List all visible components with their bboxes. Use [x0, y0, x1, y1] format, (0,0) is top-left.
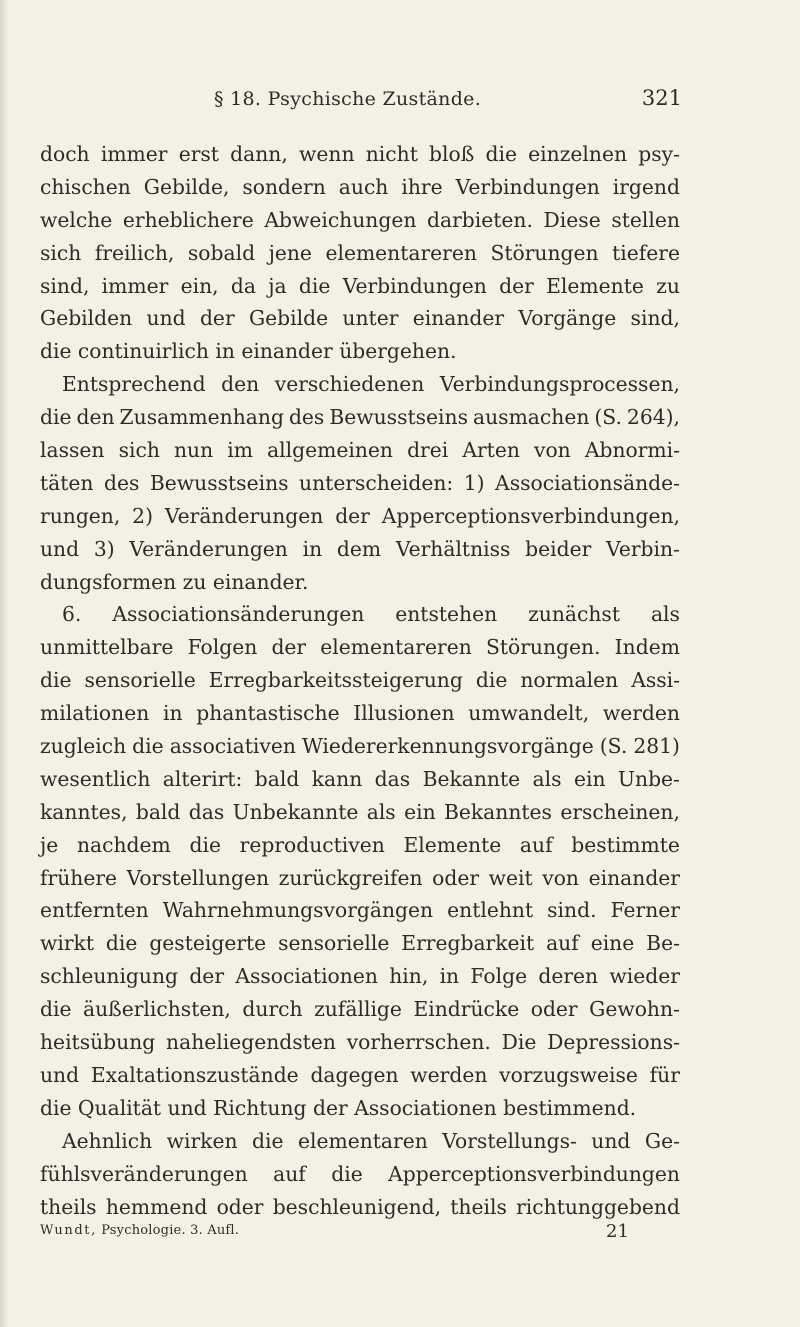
text-line: Entsprechend den verschiedenen Verbindungsprocessen, [62, 372, 680, 397]
text-line: rungen, 2) Veränderungen der Apperceptionsverbindungen, [40, 503, 680, 528]
scan-edge-shadow [0, 0, 8, 1327]
text-line: die äußerlichsten, durch zufällige Eindrücke oder Gewohn- [40, 997, 680, 1022]
text-line: Gebilden und der Gebilde unter einander Vorgänge sind, [40, 306, 680, 331]
text-line: die den Zusammenhang des Bewusstseins ausmachen (S. 264), [40, 405, 680, 430]
text-line: theils hemmend oder beschleunigend, theils richtunggebend [40, 1194, 680, 1219]
page-header [40, 88, 680, 118]
text-line: unmittelbare Folgen der elementareren Störungen. Indem [40, 635, 680, 660]
text-line: die sensorielle Erregbarkeitssteigerung die normalen Assi- [40, 668, 680, 693]
page-number: 321 [641, 86, 682, 110]
text-line: und 3) Veränderungen in dem Verhältniss beider Verbin- [40, 536, 680, 561]
text-line: und Exaltationszustände dagegen werden vorzugsweise für [40, 1062, 680, 1087]
text-line: die continuirlich in einander übergehen. [40, 339, 457, 364]
text-line: zugleich die associativen Wiedererkennungsvorgänge (S. 281) [40, 734, 680, 759]
text-line: sind, immer ein, da ja die Verbindungen der Elemente zu [40, 273, 680, 298]
text-line: sich freilich, sobald jene elementareren Störungen tiefere [40, 240, 680, 265]
text-line: Aehnlich wirken die elementaren Vorstellungs- und Ge- [62, 1128, 680, 1153]
page-footer [40, 1223, 680, 1249]
text-line: 6. Associationsänderungen entstehen zunächst als [62, 602, 680, 627]
running-title: § 18. Psychische Zustände. [214, 88, 482, 110]
text-line: entfernten Wahrnehmungsvorgängen entlehnt sind. Ferner [40, 898, 680, 923]
text-line: fühlsveränderungen auf die Apperceptionsverbindungen [40, 1161, 680, 1186]
text-line: heitsübung naheliegendsten vorherrschen. Die Depressions- [40, 1030, 680, 1055]
text-line: chischen Gebilde, sondern auch ihre Verbindungen irgend [40, 174, 680, 199]
text-line: welche erheblichere Abweichungen darbieten. Diese stellen [40, 207, 680, 232]
body-text [40, 138, 680, 1223]
footer-imprint [40, 1223, 239, 1238]
text-line: schleunigung der Associationen hin, in Folge deren wieder [40, 964, 680, 989]
text-line: lassen sich nun im allgemeinen drei Arten von Abnormi- [40, 438, 680, 463]
text-line: die Qualität und Richtung der Associationen bestimmend. [40, 1095, 637, 1120]
signature-number: 21 [606, 1221, 629, 1243]
text-line: dungsformen zu einander. [40, 569, 309, 594]
text-line: täten des Bewusstseins unterscheiden: 1) Associationsände- [40, 470, 680, 495]
text-line: frühere Vorstellungen zurückgreifen oder weit von einander [40, 865, 680, 890]
text-line: doch immer erst dann, wenn nicht bloß die einzelnen psy- [40, 142, 680, 166]
text-line: milationen in phantastische Illusionen umwandelt, werden [40, 701, 680, 726]
text-line: wirkt die gesteigerte sensorielle Erregbarkeit auf eine Be- [40, 931, 680, 956]
text-line: kanntes, bald das Unbekannte als ein Bekanntes erscheinen, [40, 799, 680, 824]
text-line: wesentlich alterirt: bald kann das Bekannte als ein Unbe- [40, 766, 680, 791]
footer-book: Psychologie. 3. Aufl. [101, 1223, 240, 1239]
footer-author: Wundt, [40, 1223, 97, 1239]
text-line: je nachdem die reproductiven Elemente auf bestimmte [40, 832, 680, 857]
book-page [40, 88, 680, 1249]
